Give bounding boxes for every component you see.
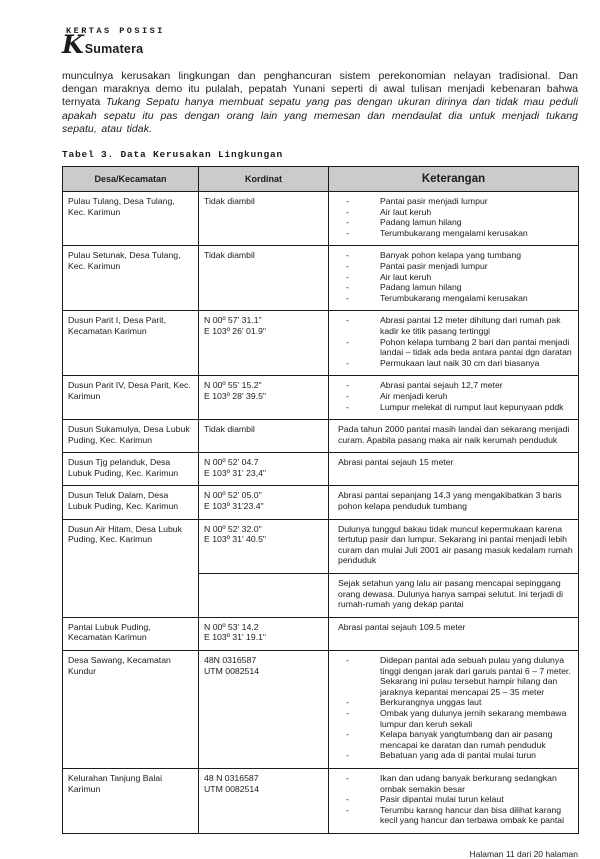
keterangan-item-text: Pantai pasir menjadi lumpur — [380, 260, 488, 271]
keterangan-item-text: Air laut keruh — [380, 271, 432, 282]
header-desa-kecamatan: Desa/Kecamatan — [63, 167, 199, 192]
kordinat-line: E 103º 31' 19.1" — [204, 632, 267, 643]
kordinat-cell — [199, 486, 329, 519]
keterangan-list-item — [334, 358, 573, 369]
keterangan-cell — [329, 453, 579, 486]
keterangan-text: Abrasi pantai sejauh 109.5 meter — [338, 621, 466, 632]
list-dash-marker: - — [346, 729, 349, 740]
keterangan-item-text: Abrasi pantai sejauh 12,7 meter — [380, 380, 503, 391]
kordinat-cell — [199, 519, 329, 573]
list-dash-marker: - — [346, 390, 349, 401]
keterangan-list-item — [334, 272, 573, 283]
keterangan-cell — [329, 574, 579, 618]
list-dash-marker: - — [346, 292, 349, 303]
kordinat-line: E 103º 31' 40.5" — [204, 534, 267, 545]
kordinat-cell — [199, 311, 329, 376]
keterangan-text: Abrasi pantai sepanjang 14,3 yang mengakibatkan 3 baris pohon kelapa penduduk tumbang — [338, 490, 562, 512]
keterangan-cell — [329, 486, 579, 519]
desa-cell: Desa Sawang, Kecamatan Kundur — [63, 651, 199, 769]
kordinat-cell — [199, 651, 329, 769]
kordinat-line: E 103º 26' 01.9" — [204, 325, 267, 336]
intro-paragraph — [62, 70, 578, 136]
kordinat-cell — [199, 192, 329, 246]
keterangan-list-item — [334, 729, 573, 750]
list-dash-marker: - — [346, 271, 349, 282]
table-row — [63, 486, 579, 519]
keterangan-list-item — [334, 391, 573, 402]
keterangan-list-item — [334, 282, 573, 293]
list-dash-marker: - — [346, 250, 349, 261]
table-row — [63, 376, 579, 420]
desa-cell: Dusun Teluk Dalam, Desa Lubuk Puding, Kec. Karimun — [63, 486, 199, 519]
list-dash-marker: - — [346, 357, 349, 368]
kordinat-line: UTM 0082514 — [204, 665, 260, 676]
keterangan-item-text: Bebatuan yang ada di pantai mulai turun — [380, 750, 537, 761]
list-dash-marker: - — [346, 707, 349, 718]
keterangan-item-text: Pohon kelapa tumbang 2 bari dan pantai menjadi landai – tidak ada beda antara pantai dgn daratan — [380, 336, 572, 358]
kordinat-line: E 103º 31' 23,4" — [204, 467, 267, 478]
table-row — [63, 192, 579, 246]
table-row — [63, 617, 579, 650]
keterangan-list-item — [334, 337, 573, 358]
kordinat-cell — [199, 246, 329, 311]
intro-italic-text: Tukang Sepatu hanya membuat sepatu yang pas dengan ukuran dirinya dan tidak mau peduli apakah sepatu itu pas dengan orang lain yang memesan dan mendaulat dia untuk menjadi tukang sepatu, atau tidak. — [62, 96, 578, 135]
kordinat-line: 48N 0316587 — [204, 655, 257, 666]
list-dash-marker: - — [346, 196, 349, 207]
keterangan-list-item — [334, 380, 573, 391]
keterangan-cell — [329, 192, 579, 246]
keterangan-cell — [329, 617, 579, 650]
keterangan-item-text: Ombak yang dulunya jernih sekarang membawa lumpur dan keruh sekali — [380, 707, 567, 729]
table-row — [63, 311, 579, 376]
keterangan-cell — [329, 768, 579, 833]
list-dash-marker: - — [346, 697, 349, 708]
keterangan-item-text: Pantai pasir menjadi lumpur — [380, 196, 488, 207]
keterangan-item-text: Lumpur melekat di rumput laut kepunyaan pddk — [380, 401, 564, 412]
keterangan-list-item — [334, 750, 573, 761]
desa-cell: Kelurahan Tanjung Balai Karimun — [63, 768, 199, 833]
list-dash-marker: - — [346, 260, 349, 271]
kordinat-line: N 00º 52' 05.0" — [204, 490, 262, 501]
keterangan-item-text: Pasir dipantai mulai turun kelaut — [380, 794, 504, 805]
kordinat-line: UTM 0082514 — [204, 783, 260, 794]
list-dash-marker: - — [346, 217, 349, 228]
keterangan-list-item — [334, 773, 573, 794]
table-title: Tabel 3. Data Kerusakan Lingkungan — [62, 149, 284, 161]
intro-normal-text: munculnya kerusakan lingkungan dan penghancuran sistem perekonomian nelayan tradisional. Dan dengan maraknya demo itu pulalah, pepatah Yunani seperti di awal tulisan menjadi kebenaran bahwa ternyata — [62, 70, 578, 109]
kordinat-line: E 103º 28' 39.5" — [204, 390, 267, 401]
list-dash-marker: - — [346, 380, 349, 391]
keterangan-cell — [329, 246, 579, 311]
keterangan-cell — [329, 311, 579, 376]
table-row — [63, 768, 579, 833]
desa-cell: Dusun Parit IV, Desa Parit, Kec. Karimun — [63, 376, 199, 420]
desa-cell: Dusun Tjg pelanduk, Desa Lubuk Puding, Kec. Karimun — [63, 453, 199, 486]
logo-k-glyph: K — [62, 30, 84, 59]
keterangan-item-text: Abrasi pantai 12 meter dihitung dari rumah pak kadir ke titik pasang tertinggi — [380, 315, 561, 336]
list-dash-marker: - — [346, 315, 349, 326]
kordinat-line: Tidak diambil — [204, 196, 255, 207]
keterangan-item-text: Padang lamun hilang — [380, 217, 462, 228]
list-dash-marker: - — [346, 282, 349, 293]
keterangan-item-text: Terumbukarang mengalami kerusakan — [380, 227, 528, 238]
kordinat-line: 48 N 0316587 — [204, 772, 259, 783]
desa-cell: Pulau Tulang, Desa Tulang, Kec. Karimun — [63, 192, 199, 246]
kordinat-line: N 00º 53' 14.2 — [204, 621, 259, 632]
keterangan-list-item — [334, 402, 573, 413]
kordinat-line: N 00º 55' 15.2" — [204, 380, 262, 391]
keterangan-list-item — [334, 217, 573, 228]
keterangan-item-text: Banyak pohon kelapa yang tumbang — [380, 250, 522, 261]
kordinat-line: Tidak diambil — [204, 250, 255, 261]
kordinat-line: Tidak diambil — [204, 424, 255, 435]
page-number: Halaman 11 dari 20 halaman — [469, 848, 578, 859]
list-dash-marker: - — [346, 336, 349, 347]
logo-sumatera-text: Sumatera — [84, 42, 144, 56]
letterhead-kertas-posisi: KERTAS POSISI — [66, 26, 165, 36]
keterangan-list-item — [334, 315, 573, 336]
keterangan-cell — [329, 651, 579, 769]
keterangan-text: Dulunya tunggul bakau tidak muncul kepermukaan karena tertutup pasir dan lumpur. Sekarang ini pantai menjadi lebih curam dan mulai Juli 2001 air pasang masuk kedalam rumah penduduk — [338, 523, 573, 566]
table-row — [63, 246, 579, 311]
keterangan-item-text: Terumbukarang mengalami kerusakan — [380, 292, 528, 303]
keterangan-item-text: Terumbu karang hancur dan bisa dilihat karang kecil yang hancur dan terbawa ombak ke pantai — [380, 804, 564, 826]
keterangan-item-text: Berkurangnya unggas laut — [380, 697, 482, 708]
list-dash-marker: - — [346, 750, 349, 761]
keterangan-list-item — [334, 794, 573, 805]
kordinat-line: N 00º 52' 04.7 — [204, 457, 259, 468]
keterangan-list-item — [334, 805, 573, 826]
desa-cell: Pulau Setunak, Desa Tulang, Kec. Karimun — [63, 246, 199, 311]
header-kordinat: Kordinat — [199, 167, 329, 192]
list-dash-marker: - — [346, 804, 349, 815]
list-dash-marker: - — [346, 655, 349, 666]
keterangan-cell — [329, 420, 579, 453]
table-header-row — [63, 167, 579, 192]
keterangan-list-item — [334, 708, 573, 729]
keterangan-text: Sejak setahun yang lalu air pasang mencapai sepinggang orang dewasa. Dulunya hanya sampai selutut. Ini terjadi di rumah-rumah yang dekap pantai — [338, 578, 564, 610]
kordinat-cell — [199, 617, 329, 650]
keterangan-item-text: Air menjadi keruh — [380, 390, 448, 401]
keterangan-list-item — [334, 228, 573, 239]
desa-cell: Dusun Sukamulya, Desa Lubuk Puding, Kec. Karimun — [63, 420, 199, 453]
keterangan-item-text: Permukaan laut naik 30 cm dari biasanya — [380, 357, 540, 368]
list-dash-marker: - — [346, 227, 349, 238]
table-row — [63, 453, 579, 486]
kordinat-cell — [199, 768, 329, 833]
list-dash-marker: - — [346, 401, 349, 412]
table-row — [63, 420, 579, 453]
desa-cell: Dusun Parit I, Desa Parit, Kecamatan Karimun — [63, 311, 199, 376]
kordinat-cell — [199, 420, 329, 453]
keterangan-item-text: Kelapa banyak yangtumbang dan air pasang mencapai ke daratan dan rumah penduduk — [380, 729, 553, 750]
kordinat-cell — [199, 453, 329, 486]
keterangan-text: Abrasi pantai sejauh 15 meter — [338, 457, 454, 468]
table-row — [63, 651, 579, 769]
kordinat-line: N 00º 57' 31.1" — [204, 315, 262, 326]
kordinat-cell — [199, 574, 329, 618]
list-dash-marker: - — [346, 206, 349, 217]
keterangan-cell — [329, 376, 579, 420]
list-dash-marker: - — [346, 772, 349, 783]
list-dash-marker: - — [346, 794, 349, 805]
desa-cell: Dusun Air Hitam, Desa Lubuk Puding, Kec. Karimun — [63, 519, 199, 617]
desa-cell: Pantai Lubuk Puding, Kecamatan Karimun — [63, 617, 199, 650]
keterangan-list-item — [334, 196, 573, 207]
keterangan-item-text: Air laut keruh — [380, 206, 432, 217]
keterangan-list-item — [334, 207, 573, 218]
keterangan-list-item — [334, 655, 573, 697]
keterangan-list-item — [334, 250, 573, 261]
keterangan-cell — [329, 519, 579, 573]
kerusakan-lingkungan-table — [62, 166, 579, 834]
keterangan-item-text: Didepan pantai ada sebuah pulau yang dulunya tinggi dengan jarak dari garuis pantai 6 – 7 meter. Sekarang ini pulau tersebut hampir hilang dan jaraknya kepantai mencapai 25 – 35 meter — [380, 655, 571, 697]
keterangan-item-text: Ikan dan udang banyak berkurang sedangkan ombak semakin besar — [380, 772, 557, 794]
header-keterangan: Keterangan — [329, 167, 579, 192]
keterangan-list-item — [334, 697, 573, 708]
kordinat-line: E 103º 31'23.4" — [204, 501, 264, 512]
kordinat-line: N 00º 52' 32.0" — [204, 523, 262, 534]
letterhead — [62, 26, 578, 57]
keterangan-item-text: Padang lamun hilang — [380, 282, 462, 293]
table-row — [63, 519, 579, 573]
keterangan-list-item — [334, 261, 573, 272]
keterangan-list-item — [334, 293, 573, 304]
kordinat-cell — [199, 376, 329, 420]
keterangan-text: Pada tahun 2000 pantai masih landai dan sekarang menjadi curam. Apabila pasang maka air naik kerumah penduduk — [338, 424, 570, 445]
